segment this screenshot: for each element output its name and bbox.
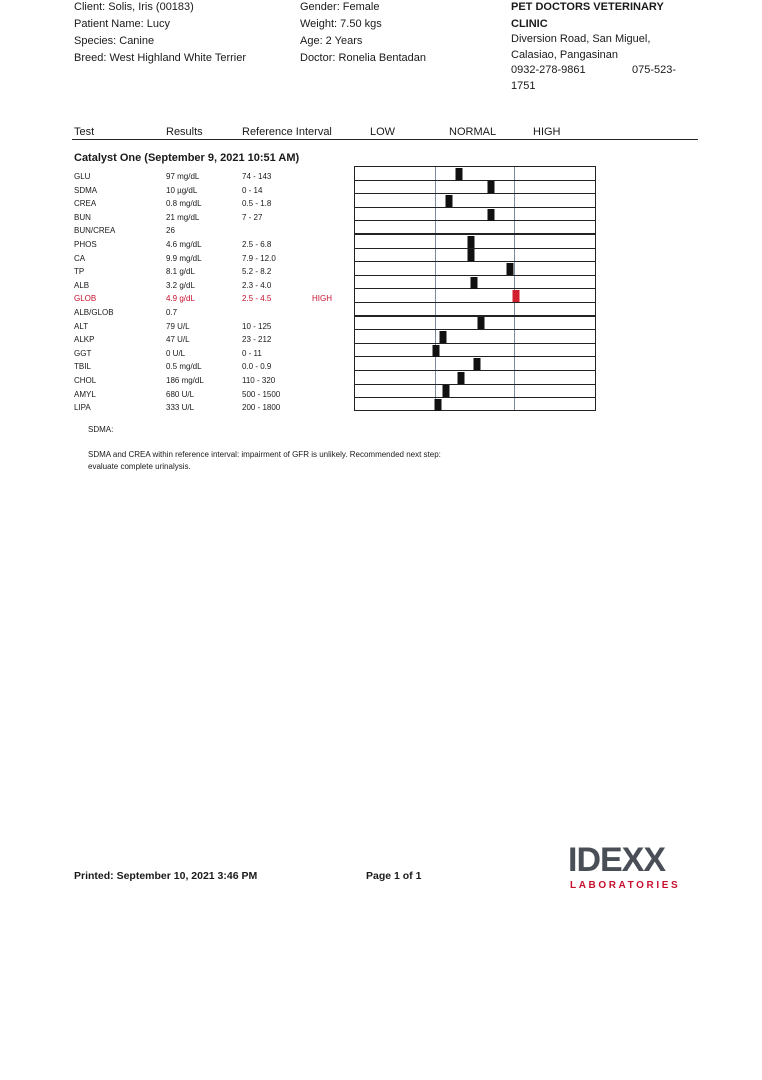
graph-row-line xyxy=(355,207,595,208)
clinic-name-line1: PET DOCTORS VETERINARY xyxy=(511,1,664,13)
col-test: Test xyxy=(74,126,95,138)
test-name: GGT xyxy=(74,348,92,358)
result-marker-lipa xyxy=(435,399,442,411)
reference-interval: 200 - 1800 xyxy=(242,403,281,413)
test-name: BUN xyxy=(74,212,91,222)
result-marker-ca xyxy=(468,249,475,261)
weight: Weight: 7.50 kgs xyxy=(300,18,382,30)
test-name: TP xyxy=(74,267,85,277)
test-name: ALB xyxy=(74,280,90,290)
reference-interval: 110 - 320 xyxy=(242,376,276,385)
reference-interval: 10 - 125 xyxy=(242,321,272,331)
test-name: TBIL xyxy=(74,362,91,372)
normal-high-divider xyxy=(514,167,515,233)
test-name: LIPA xyxy=(74,403,91,413)
test-name: PHOS xyxy=(74,240,97,249)
graph-row-line xyxy=(355,180,595,181)
sdma-note-line2: evaluate complete urinalysis. xyxy=(88,462,191,471)
graph-row-line xyxy=(355,302,595,303)
client-name: Client: Solis, Iris (00183) xyxy=(74,1,194,13)
clinic-address-line2: Calasiao, Pangasinan xyxy=(511,49,619,61)
reference-interval: 2.5 - 4.5 xyxy=(242,294,272,304)
clinic-address-line1: Diversion Road, San Miguel, xyxy=(511,33,651,45)
idexx-logo-sub: LABORATORIES xyxy=(570,880,681,891)
result-marker-glob xyxy=(512,290,519,302)
result-marker-tbil xyxy=(474,358,481,370)
graph-box-1 xyxy=(354,166,596,234)
reference-interval: 23 - 212 xyxy=(242,335,272,345)
breed: Breed: West Highland White Terrier xyxy=(74,52,246,64)
graph-row-line xyxy=(355,397,595,398)
result-value: 0.5 mg/dL xyxy=(166,362,202,372)
result-value: 4.6 mg/dL xyxy=(166,240,202,249)
result-value: 333 U/L xyxy=(166,403,195,413)
result-flag: HIGH xyxy=(312,294,332,304)
sdma-note-label: SDMA: xyxy=(88,425,114,434)
result-value: 97 mg/dL xyxy=(166,172,200,181)
test-name: AMYL xyxy=(74,389,96,399)
reference-interval: 2.5 - 6.8 xyxy=(242,240,272,249)
age: Age: 2 Years xyxy=(300,35,363,47)
reference-interval: 5.2 - 8.2 xyxy=(242,267,272,277)
result-value: 0.8 mg/dL xyxy=(166,199,202,209)
test-name: CA xyxy=(74,253,86,263)
result-marker-alkp xyxy=(440,331,447,343)
graph-row-line xyxy=(355,193,595,194)
result-value: 680 U/L xyxy=(166,389,195,399)
result-value: 21 mg/dL xyxy=(166,212,200,222)
col-reference: Reference Interval xyxy=(242,126,332,138)
result-value: 79 U/L xyxy=(166,321,190,331)
result-value: 0.7 xyxy=(166,308,178,317)
species: Species: Canine xyxy=(74,35,155,47)
result-value: 4.9 g/dL xyxy=(166,294,195,304)
result-value: 3.2 g/dL xyxy=(166,280,195,290)
clinic-phone1: 0932-278-9861 xyxy=(511,64,586,76)
graph-row-line xyxy=(355,220,595,221)
result-marker-phos xyxy=(468,236,475,248)
reference-interval: 2.3 - 4.0 xyxy=(242,280,272,290)
printed-date: Printed: September 10, 2021 3:46 PM xyxy=(74,870,258,882)
graph-row-line xyxy=(355,261,595,262)
result-marker-chol xyxy=(458,372,465,384)
reference-interval: 74 - 143 xyxy=(242,172,272,181)
reference-interval: 0 - 14 xyxy=(242,185,263,195)
normal-high-divider xyxy=(514,317,515,410)
col-low: LOW xyxy=(370,126,396,138)
result-value: 47 U/L xyxy=(166,335,190,345)
result-value: 8.1 g/dL xyxy=(166,267,195,277)
test-name: CREA xyxy=(74,199,97,209)
page-number: Page 1 of 1 xyxy=(366,870,422,882)
graph-box-2 xyxy=(354,234,596,316)
col-high: HIGH xyxy=(533,126,561,138)
result-marker-alt xyxy=(477,317,484,329)
result-marker-sdma xyxy=(487,181,494,193)
reference-interval: 0.5 - 1.8 xyxy=(242,199,272,209)
result-value: 10 µg/dL xyxy=(166,185,198,195)
graph-box-3 xyxy=(354,316,596,411)
idexx-logo: IDEXX xyxy=(568,841,666,879)
test-name: ALKP xyxy=(74,335,95,345)
clinic-phone2-part1: 075-523- xyxy=(632,64,677,76)
clinic-phone2-part2: 1751 xyxy=(511,80,536,92)
result-marker-ggt xyxy=(433,345,440,357)
sdma-note-line1: SDMA and CREA within reference interval: impairment of GFR is unlikely. Recommended next step: xyxy=(88,450,441,459)
col-normal: NORMAL xyxy=(449,126,497,138)
graph-row-line xyxy=(355,248,595,249)
graph-row-line xyxy=(355,384,595,385)
reference-interval: 7 - 27 xyxy=(242,212,263,222)
reference-interval: 0.0 - 0.9 xyxy=(242,362,272,372)
result-marker-amyl xyxy=(442,385,449,397)
low-normal-divider xyxy=(435,317,436,410)
result-marker-glu xyxy=(456,168,463,180)
col-results: Results xyxy=(166,126,203,138)
result-marker-alb xyxy=(470,277,477,289)
result-value: 0 U/L xyxy=(166,348,186,358)
reference-interval: 0 - 11 xyxy=(242,348,262,358)
header-rule xyxy=(72,139,698,140)
reference-interval: 7.9 - 12.0 xyxy=(242,253,276,263)
result-value: 26 xyxy=(166,226,175,236)
test-name: GLU xyxy=(74,172,91,181)
graph-row-line xyxy=(355,329,595,330)
section-title: Catalyst One (September 9, 2021 10:51 AM) xyxy=(74,152,300,164)
low-normal-divider xyxy=(435,167,436,233)
result-value: 186 mg/dL xyxy=(166,376,204,385)
clinic-name-line2: CLINIC xyxy=(511,18,548,30)
doctor: Doctor: Ronelia Bentadan xyxy=(300,52,426,64)
result-marker-tp xyxy=(506,263,513,275)
test-name: ALT xyxy=(74,321,89,331)
graph-row-line xyxy=(355,343,595,344)
reference-interval: 500 - 1500 xyxy=(242,389,281,399)
test-name: CHOL xyxy=(74,376,97,385)
test-name: SDMA xyxy=(74,185,98,195)
test-name: GLOB xyxy=(74,294,97,304)
result-marker-bun xyxy=(487,209,494,221)
result-value: 9.9 mg/dL xyxy=(166,253,202,263)
test-name: ALB/GLOB xyxy=(74,308,114,317)
gender: Gender: Female xyxy=(300,1,380,13)
test-name: BUN/CREA xyxy=(74,226,116,236)
patient-name: Patient Name: Lucy xyxy=(74,18,170,30)
result-marker-crea xyxy=(446,195,453,207)
